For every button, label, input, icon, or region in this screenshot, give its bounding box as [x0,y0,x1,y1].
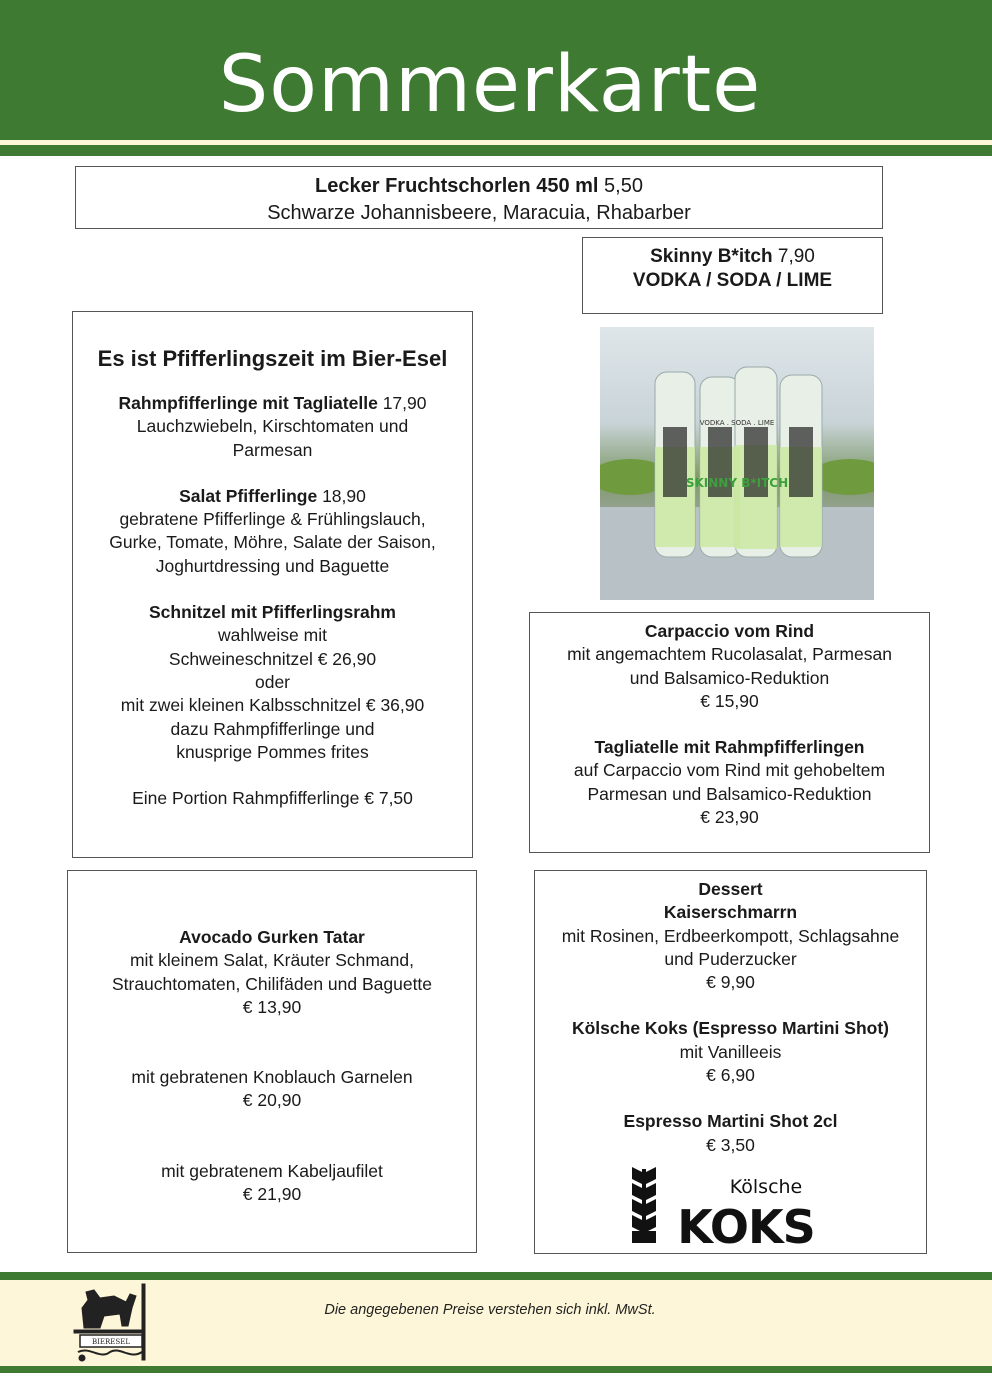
item-option: mit gebratenem Kabeljaufilet [161,1160,383,1181]
dessert-box [534,870,927,1254]
item-desc: mit angemachtem Rucolasalat, Parmesan [567,644,892,665]
pfifferling-heading: Es ist Pfifferlingszeit im Bier-Esel [97,346,448,371]
item-portion: Eine Portion Rahmpfifferlinge € 7,50 [132,788,413,809]
item-desc: mit Vanilleeis [679,1041,782,1062]
item-desc: Gurke, Tomate, Möhre, Salate der Saison, [109,532,436,553]
page-title: Sommerkarte [218,40,762,130]
item-price: € 9,90 [706,972,755,993]
carpaccio-box [529,612,930,853]
item-desc: Parmesan und Balsamico-Reduktion [587,783,872,804]
schorlen-name: Lecker Fruchtschorlen 450 ml [315,175,599,197]
footer-rule-top [0,1272,992,1280]
item-desc: oder [254,671,291,692]
item-price: 17,90 [382,393,427,413]
item-desc: dazu Rahmpfifferlinge und [170,718,375,739]
item-desc: Joghurtdressing und Baguette [155,555,390,576]
avocado-box [67,870,477,1253]
item-price: 18,90 [322,485,366,506]
item-name: Schnitzel mit Pfifferlingsrahm [149,602,396,623]
item-price: € 23,90 [700,807,759,828]
item-name: Kölsche Koks (Espresso Martini Shot) [571,1018,889,1039]
logo-big-text: KOKS [676,1199,815,1247]
item-price: € 21,90 [242,1184,302,1205]
item-desc: mit kleinem Salat, Kräuter Schmand, [129,950,414,971]
item-desc: Strauchtomaten, Chilifäden und Baguette [111,973,433,994]
bottle-label-text: VODKA . SODA . LIME [699,419,775,427]
header-rule-green [0,145,992,156]
item-price: € 6,90 [706,1065,755,1086]
schorlen-price: 5,50 [604,175,643,197]
item-price: € 13,90 [242,996,302,1017]
item-desc: Parmesan [232,439,313,460]
schorlen-flavors: Schwarze Johannisbeere, Maracuia, Rhabarber [267,202,691,224]
item-name: Espresso Martini Shot 2cl [623,1111,838,1132]
item-name: Carpaccio vom Rind [644,621,815,641]
koelsche-koks-logo [626,1165,836,1247]
item-name: Rahmpfifferlinge mit Tagliatelle [118,393,378,413]
skinny-desc: VODKA / SODA / LIME [632,270,833,291]
item-option: mit gebratenen Knoblauch Garnelen [131,1067,413,1088]
bottles-photo [600,327,874,600]
footer-rule-bottom [0,1366,992,1373]
skinny-name: Skinny B*itch [650,246,773,267]
skinny-price: 7,90 [777,246,815,267]
bottle-brand-text: SKINNY B*ITCH [685,476,789,490]
logo-small-text: Kölsche [729,1175,802,1198]
skinny-box [582,237,883,314]
item-desc: mit Rosinen, Erdbeerkompott, Schlagsahne [561,925,900,946]
item-desc: mit zwei kleinen Kalbsschnitzel € 36,90 [120,695,425,716]
item-desc: auf Carpaccio vom Rind mit gehobeltem [573,760,886,781]
item-desc: und Balsamico-Reduktion [629,667,830,688]
bottles-illustration [600,327,874,600]
item-price: € 3,50 [706,1134,755,1155]
schorlen-box [75,166,883,229]
item-price: € 15,90 [700,690,759,711]
pfifferling-box [72,311,473,858]
sign-text: BIERESEL [92,1338,130,1346]
item-desc: knusprige Pommes frites [176,741,369,762]
item-desc: Lauchzwiebeln, Kirschtomaten und [136,416,409,437]
bieresel-sign-icon [70,1280,150,1364]
item-name: Kaiserschmarrn [663,902,798,923]
item-desc: wahlweise mit [218,625,327,646]
item-name: Avocado Gurken Tatar [179,927,365,947]
item-desc: Schweineschnitzel € 26,90 [168,648,377,669]
dessert-heading: Dessert [698,879,763,899]
item-price: € 20,90 [242,1090,302,1111]
item-desc: gebratene Pfifferlinge & Frühlingslauch, [119,509,426,530]
item-name: Tagliatelle mit Rahmpfifferlingen [594,737,865,758]
footer-vat-note: Die angegebenen Preise verstehen sich inkl. MwSt. [324,1302,656,1318]
item-desc: und Puderzucker [664,948,797,969]
item-name: Salat Pfifferlinge [179,485,318,506]
